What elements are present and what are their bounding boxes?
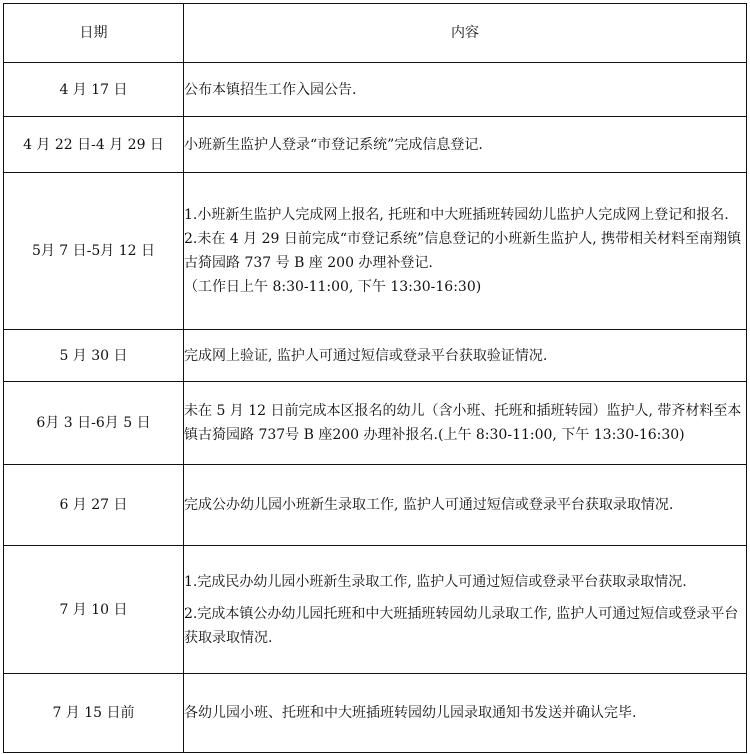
header-row xyxy=(4,4,747,63)
table-row xyxy=(4,117,747,173)
row-content xyxy=(184,173,747,330)
table-row xyxy=(4,382,747,465)
row-date: 6 月 27 日 xyxy=(4,465,184,546)
row-content xyxy=(184,330,747,382)
row-date: 4 月 17 日 xyxy=(4,63,184,117)
row-content-text: 完成网上验证, 监护人可通过短信或登录平台获取验证情况. xyxy=(184,347,548,364)
table-row xyxy=(4,330,747,382)
header-date: 日期 xyxy=(4,4,184,63)
row-date: 5 月 30 日 xyxy=(4,330,184,382)
row-content xyxy=(184,63,747,117)
row-content-text: 1.完成民办幼儿园小班新生录取工作, 监护人可通过短信或登录平台获取录取情况. xyxy=(184,573,687,590)
row-content xyxy=(184,117,747,173)
row-content-text: 小班新生监护人登录“市登记系统”完成信息登记. xyxy=(184,136,483,153)
table-row xyxy=(4,173,747,330)
row-content-text: 1.小班新生监护人完成网上报名, 托班和中大班插班转园幼儿监护人完成网上登记和报名. xyxy=(184,207,729,223)
enrollment-schedule-table xyxy=(3,3,747,753)
table-row xyxy=(4,546,747,674)
row-date: 5月 7 日-5月 12 日 xyxy=(4,173,184,330)
table-row xyxy=(4,674,747,753)
row-date: 7 月 10 日 xyxy=(4,546,184,674)
row-content-text: 2.完成本镇公办幼儿园托班和中大班插班转园幼儿录取工作, 监护人可通过短信或登录平台获取录取情况. xyxy=(184,605,739,646)
row-content-text: 未在 5 月 12 日前完成本区报名的幼儿（含小班、托班和插班转园）监护人, 带齐材料至本镇古猗园路 737号 B 座200 办理补报名.(上午 8:30-11:00, 下午 13:30-16:30) xyxy=(184,403,742,443)
table-row xyxy=(4,63,747,117)
row-date: 7 月 15 日前 xyxy=(4,674,184,753)
row-content-text: （工作日上午 8:30-11:00, 下午 13:30-16:30) xyxy=(184,279,482,295)
row-content xyxy=(184,382,747,465)
row-content-text: 公布本镇招生工作入园公告. xyxy=(184,81,357,98)
table-row xyxy=(4,465,747,546)
row-date: 4 月 22 日-4 月 29 日 xyxy=(4,117,184,173)
row-content-text: 完成公办幼儿园小班新生录取工作, 监护人可通过短信或登录平台获取录取情况. xyxy=(184,497,674,513)
row-content xyxy=(184,674,747,753)
row-content-text: 2.未在 4 月 29 日前完成“市登记系统”信息登记的小班新生监护人, 携带相关材料至南翔镇古猗园路 737 号 B 座 200 办理补登记. xyxy=(184,231,742,271)
row-content xyxy=(184,546,747,674)
row-content xyxy=(184,465,747,546)
row-date: 6月 3 日-6月 5 日 xyxy=(4,382,184,465)
row-content-text: 各幼儿园小班、托班和中大班插班转园幼儿园录取通知书发送并确认完毕. xyxy=(184,705,637,721)
header-content: 内容 xyxy=(184,4,747,63)
